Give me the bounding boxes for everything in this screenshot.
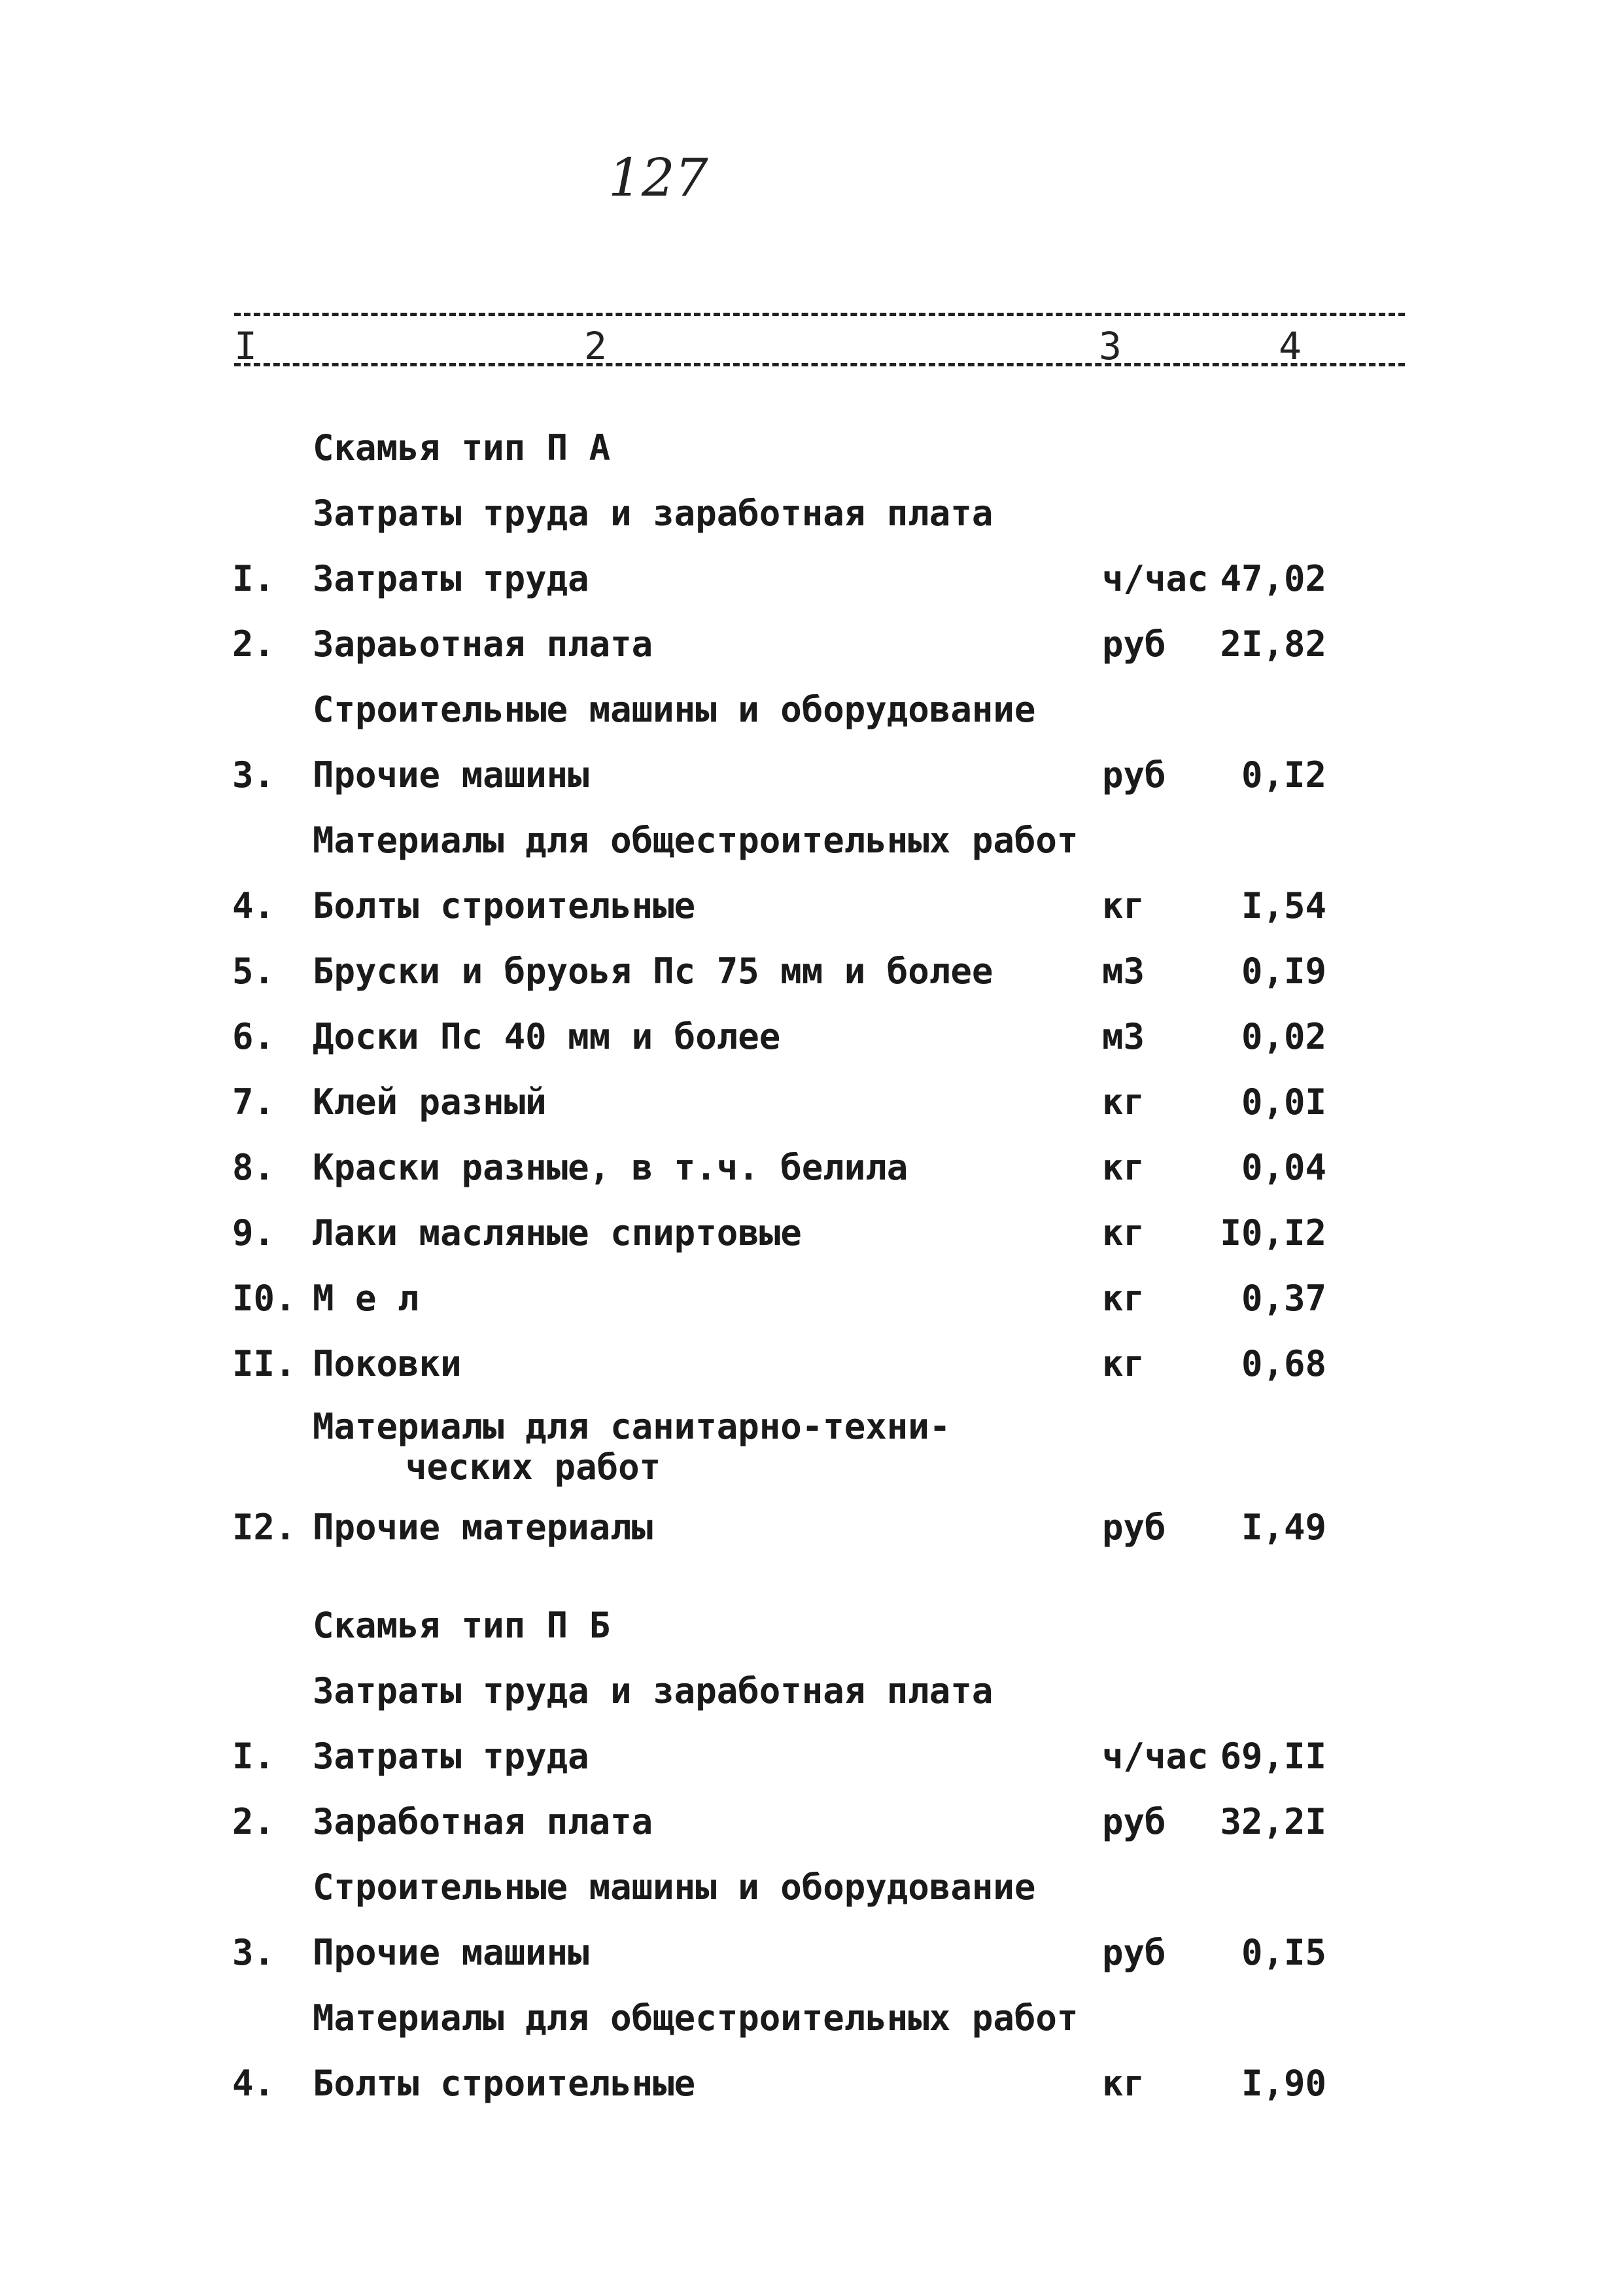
row-text: Строительные машины и оборудование — [313, 1866, 1036, 1908]
row-text: Поковки — [313, 1343, 462, 1384]
table-row — [0, 553, 1624, 605]
row-text: Доски Пс 40 мм и более — [313, 1016, 781, 1057]
table-row — [0, 1338, 1624, 1390]
table-row — [0, 1927, 1624, 1979]
row-number: I0. — [232, 1278, 296, 1319]
table-row — [0, 945, 1624, 998]
row-value: 0,I2 — [1241, 754, 1326, 796]
section-title — [0, 1600, 1624, 1652]
row-number: 3. — [232, 1932, 275, 1973]
row-value: 0,68 — [1241, 1343, 1326, 1384]
row-text: Бруски и бруоья Пс 75 мм и более — [313, 951, 993, 992]
row-text: Затраты труда — [313, 558, 589, 599]
column-header-1: I — [234, 324, 257, 368]
row-unit: руб — [1102, 1932, 1166, 1973]
row-number: 4. — [232, 885, 275, 926]
row-text: Болты строительные — [313, 2063, 696, 2104]
table-row — [0, 1076, 1624, 1129]
group-heading — [0, 1861, 1624, 1914]
row-value: 47,02 — [1220, 558, 1326, 599]
row-unit: кг — [1102, 1147, 1145, 1188]
row-text: Заработная плата — [313, 1801, 653, 1842]
row-unit: руб — [1102, 1507, 1166, 1548]
table-row — [0, 1207, 1624, 1259]
row-number: 6. — [232, 1016, 275, 1057]
group-heading — [0, 487, 1624, 540]
row-unit: кг — [1102, 1278, 1145, 1319]
row-unit: ч/час — [1102, 558, 1209, 599]
row-unit: м3 — [1102, 1016, 1145, 1057]
row-value: 0,I5 — [1241, 1932, 1326, 1973]
row-value: I,54 — [1241, 885, 1326, 926]
table-row — [0, 1011, 1624, 1063]
row-number: I. — [232, 558, 275, 599]
row-text: Затраты труда и заработная плата — [313, 493, 993, 534]
row-unit: м3 — [1102, 951, 1145, 992]
row-value: 0,37 — [1241, 1278, 1326, 1319]
row-text: Клей разный — [313, 1081, 547, 1123]
row-text: Затраты труда — [313, 1736, 589, 1777]
row-number: I. — [232, 1736, 275, 1777]
header-rule-top — [234, 313, 1405, 316]
table-row — [0, 1142, 1624, 1194]
row-text: Материалы для санитарно-техни- — [313, 1406, 951, 1447]
row-number: 2. — [232, 1801, 275, 1842]
table-row — [0, 880, 1624, 932]
row-unit: руб — [1102, 623, 1166, 665]
page-number: 127 — [608, 147, 708, 208]
row-unit: кг — [1102, 1212, 1145, 1253]
row-unit: ч/час — [1102, 1736, 1209, 1777]
row-value: 69,II — [1220, 1736, 1326, 1777]
group-heading — [0, 1407, 1624, 1505]
table-row — [0, 1796, 1624, 1848]
row-value: 0,04 — [1241, 1147, 1326, 1188]
row-text: Болты строительные — [313, 885, 696, 926]
row-number: 5. — [232, 951, 275, 992]
row-number: 8. — [232, 1147, 275, 1188]
row-value: 0,02 — [1241, 1016, 1326, 1057]
table-row — [0, 2058, 1624, 2110]
row-number: 4. — [232, 2063, 275, 2104]
section-title — [0, 422, 1624, 474]
row-text: Краски разные, в т.ч. белила — [313, 1147, 908, 1188]
column-header-4: 4 — [1279, 324, 1302, 368]
row-text: Прочие машины — [313, 754, 589, 796]
row-unit: кг — [1102, 2063, 1145, 2104]
table-row — [0, 1730, 1624, 1783]
row-unit: руб — [1102, 754, 1166, 796]
row-unit: кг — [1102, 1081, 1145, 1123]
row-text: Материалы для общестроительных работ — [313, 1997, 1079, 2039]
group-heading — [0, 684, 1624, 736]
group-heading — [0, 815, 1624, 867]
row-number: I2. — [232, 1507, 296, 1548]
row-number: 3. — [232, 754, 275, 796]
row-text: Лаки масляные спиртовые — [313, 1212, 802, 1253]
header-rule-bottom — [234, 363, 1405, 366]
row-text: Материалы для общестроительных работ — [313, 820, 1079, 861]
row-number: II. — [232, 1343, 296, 1384]
row-value: 2I,82 — [1220, 623, 1326, 665]
row-value: 32,2I — [1220, 1801, 1326, 1842]
table-row — [0, 749, 1624, 801]
row-text-continuation: ческих работ — [406, 1446, 661, 1488]
row-value: I0,I2 — [1220, 1212, 1326, 1253]
row-unit: руб — [1102, 1801, 1166, 1842]
group-heading — [0, 1665, 1624, 1717]
row-value: 0,0I — [1241, 1081, 1326, 1123]
row-value: 0,I9 — [1241, 951, 1326, 992]
row-value: I,90 — [1241, 2063, 1326, 2104]
row-number: 2. — [232, 623, 275, 665]
table-row — [0, 1272, 1624, 1325]
row-text: Строительные машины и оборудование — [313, 689, 1036, 730]
row-number: 7. — [232, 1081, 275, 1123]
row-unit: кг — [1102, 1343, 1145, 1384]
table-row — [0, 618, 1624, 671]
row-text: Скамья тип П Б — [313, 1605, 611, 1646]
row-text: М е л — [313, 1278, 419, 1319]
row-text: Прочие материалы — [313, 1507, 653, 1548]
row-value: I,49 — [1241, 1507, 1326, 1548]
row-text: Скамья тип П А — [313, 427, 611, 468]
row-number: 9. — [232, 1212, 275, 1253]
group-heading — [0, 1992, 1624, 2044]
table-row — [0, 1501, 1624, 1554]
column-header-2: 2 — [584, 324, 607, 368]
row-unit: кг — [1102, 885, 1145, 926]
column-header-3: 3 — [1099, 324, 1122, 368]
row-text: Затраты труда и заработная плата — [313, 1670, 993, 1711]
row-text: Прочие машины — [313, 1932, 589, 1973]
row-text: Зараьотная плата — [313, 623, 653, 665]
